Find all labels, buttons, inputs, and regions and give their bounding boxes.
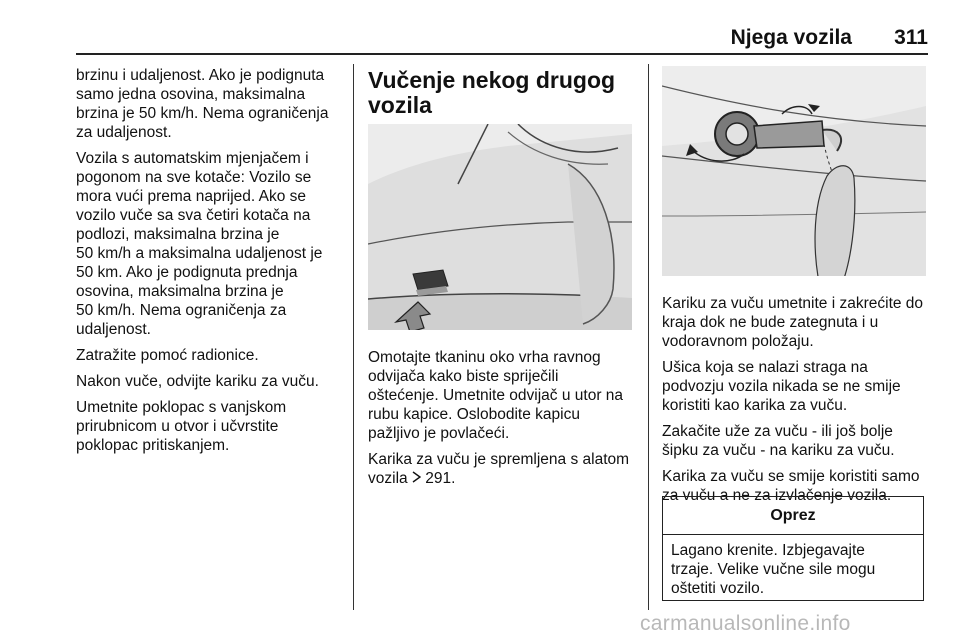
reference-arrow-icon[interactable] (412, 469, 421, 488)
text-line: Zakačite uže za vuču - ili još bolje (662, 423, 893, 440)
text-line: trzaje. Velike vučne sile mogu (671, 561, 876, 578)
rear-bumper-figure (368, 124, 632, 330)
rear-bumper-illustration (368, 124, 632, 330)
page-header-title: Njega vozila (730, 26, 852, 49)
text-line: Omotajte tkaninu oko vrha ravnog (368, 349, 601, 366)
header-rule (76, 53, 928, 55)
text-line: mora vući prema naprijed. Ako se (76, 188, 307, 205)
text-line: brzina je 50 km/h. Nema ograničenja (76, 105, 329, 122)
text-line: Lagano krenite. Izbjegavajte (671, 542, 865, 559)
paragraph (76, 346, 348, 365)
left-column (76, 66, 348, 462)
text-line: 50 km. Ako je podignuta prednja (76, 264, 298, 281)
text-line: vodoravnom položaju. (662, 333, 814, 350)
text-line: prirubnicom u otvor i učvrstite (76, 418, 279, 435)
text-line: Vozila s automatskim mjenjačem i (76, 150, 309, 167)
paragraph (662, 358, 928, 415)
column-divider-right (648, 64, 649, 610)
text-line: kraja dok ne bude zategnuta i u (662, 314, 879, 331)
text-line: brzinu i udaljenost. Ako je podignuta (76, 67, 325, 84)
text-line: za udaljenost. (76, 124, 172, 141)
text-line: podlozi, maksimalna brzina je (76, 226, 280, 243)
text-line: odvijača kako biste spriječili (368, 368, 559, 385)
paragraph (76, 66, 348, 142)
text-line (368, 469, 640, 488)
text-line: vozilo vuče sa sva četiri kotača na (76, 207, 311, 224)
watermark: carmanualsonline.info (640, 612, 851, 635)
text-line: oštećenje. Umetnite odvijač u utor na (368, 387, 624, 404)
caution-box (662, 496, 924, 601)
text-fragment: vozila (368, 470, 412, 487)
paragraph (76, 149, 348, 339)
paragraph (76, 372, 348, 391)
text-line: šipku za vuču - na kariku za vuču. (662, 442, 895, 459)
text-line: Umetnite poklopac s vanjskom (76, 399, 287, 416)
text-line: Karika za vuču se smije koristiti samo (662, 468, 920, 485)
section-title: Vučenje nekog drugog vozila (368, 67, 616, 118)
text-line: za vuču a ne za izvlačenje vozila. (662, 487, 892, 504)
text-line: rubu kapice. Oslobodite kapicu (368, 406, 580, 423)
text-line: podvozju vozila nikada se ne smije (662, 378, 901, 395)
text-line: samo jedna osovina, maksimalna (76, 86, 306, 103)
tow-eye-figure (662, 66, 926, 276)
caution-title: Oprez (663, 497, 923, 535)
text-line: udaljenost. (76, 321, 151, 338)
text-line: pažljivo je povlačeći. (368, 425, 510, 442)
paragraph (368, 450, 640, 488)
text-line: Ušica koja se nalazi straga na (662, 359, 868, 376)
text-line: osovina, maksimalna brzina je (76, 283, 284, 300)
text-line: 50 km/h a maksimalna udaljenost je (76, 245, 323, 262)
tow-eye-illustration (662, 66, 926, 276)
caution-body (663, 535, 923, 604)
text-line: pogonom na sve kotače: Vozilo se (76, 169, 312, 186)
column-divider-left (353, 64, 354, 610)
text-line: Karika za vuču je spremljena s alatom (368, 451, 630, 468)
reference-page-link[interactable]: 291. (420, 470, 456, 487)
page-number: 311 (894, 26, 928, 49)
paragraph (76, 398, 348, 455)
middle-column-text (368, 348, 640, 495)
text-line: 50 km/h. Nema ograničenja za (76, 302, 287, 319)
paragraph (662, 422, 928, 460)
text-line: Nakon vuče, odvijte kariku za vuču. (76, 373, 319, 390)
text-line: Zatražite pomoć radionice. (76, 347, 259, 364)
paragraph (662, 294, 928, 351)
text-line: Kariku za vuču umetnite i zakrećite do (662, 295, 924, 312)
right-column-text (662, 294, 928, 512)
text-line: oštetiti vozilo. (671, 580, 765, 597)
middle-column (368, 68, 636, 118)
text-line: poklopac pritiskanjem. (76, 437, 230, 454)
text-line: koristiti kao karika za vuču. (662, 397, 848, 414)
paragraph (368, 348, 640, 443)
